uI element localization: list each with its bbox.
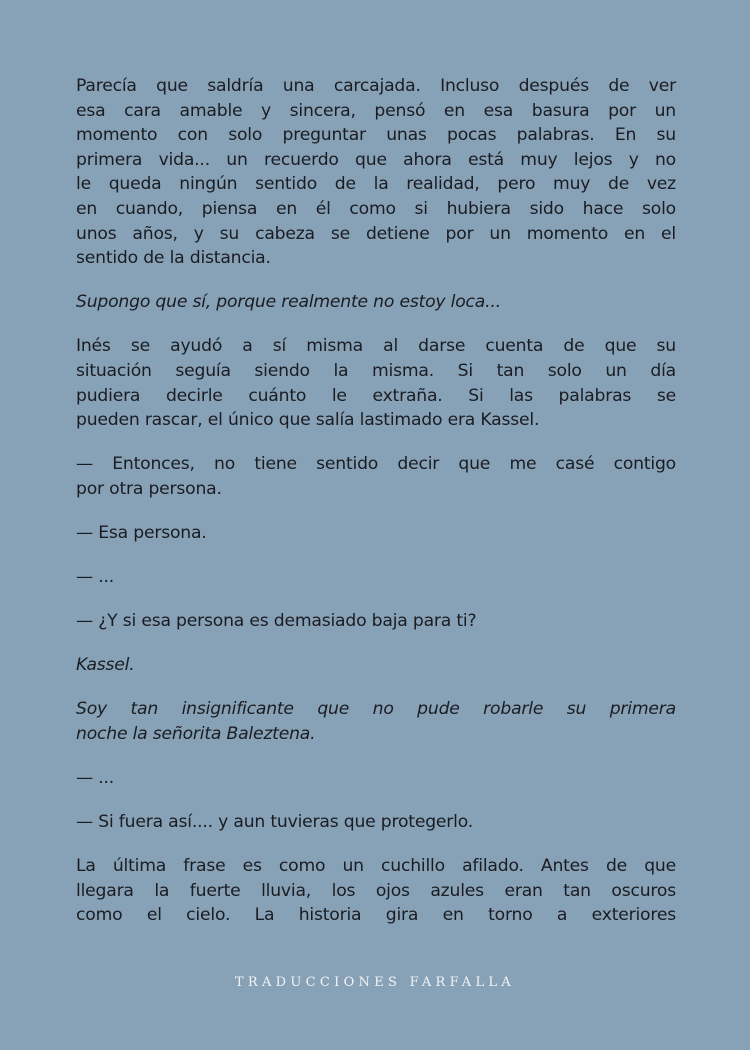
text-line: Soy tan insignificante que no pude robarle su primera <box>76 699 676 720</box>
text-line: — Si fuera así.... y aun tuvieras que protegerlo. <box>76 812 474 833</box>
text-line: La última frase es como un cuchillo afilado. Antes de que <box>76 856 676 877</box>
paragraph <box>76 565 676 590</box>
text-line: llegara la fuerte lluvia, los ojos azules eran tan oscuros <box>76 880 676 901</box>
text-line: Inés se ayudó a sí misma al darse cuenta de que su <box>76 336 676 357</box>
paragraph <box>76 74 676 271</box>
text-line: en cuando, piensa en él como si hubiera sido hace solo <box>76 198 676 219</box>
paragraph <box>76 854 676 928</box>
paragraph <box>76 766 676 791</box>
italic-paragraph <box>76 653 676 678</box>
paragraph <box>76 452 676 501</box>
text-line: — Entonces, no tiene sentido decir que me casé contigo <box>76 454 676 475</box>
page-body <box>76 74 676 947</box>
italic-paragraph <box>76 290 676 315</box>
text-line: — Esa persona. <box>76 522 207 543</box>
text-line: situación seguía siendo la misma. Si tan solo un día <box>76 360 676 381</box>
text-line: noche la señorita Baleztena. <box>76 723 316 744</box>
text-line: momento con solo preguntar unas pocas palabras. En su <box>76 125 676 146</box>
text-line: sentido de la distancia. <box>76 248 271 269</box>
text-line: Kassel. <box>76 655 135 676</box>
text-line: como el cielo. La historia gira en torno a exteriores <box>76 905 676 926</box>
page-footer: TRADUCCIONES FARFALLA <box>234 975 516 990</box>
paragraph <box>76 334 676 432</box>
text-line: unos años, y su cabeza se detiene por un momento en el <box>76 223 676 244</box>
text-line: Parecía que saldría una carcajada. Incluso después de ver <box>76 76 676 96</box>
text-line: pudiera decirle cuánto le extraña. Si las palabras se <box>76 385 676 406</box>
paragraph <box>76 521 676 546</box>
text-line: por otra persona. <box>76 478 222 499</box>
text-line: esa cara amable y sincera, pensó en esa basura por un <box>76 100 676 121</box>
text-line: le queda ningún sentido de la realidad, pero muy de vez <box>76 174 676 195</box>
text-line: pueden rascar, el único que salía lastimado era Kassel. <box>76 410 540 431</box>
text-line: primera vida... un recuerdo que ahora está muy lejos y no <box>76 149 676 170</box>
paragraph <box>76 810 676 835</box>
italic-paragraph <box>76 697 676 746</box>
text-line: — ... <box>76 567 115 587</box>
text-line: — ... <box>76 767 115 788</box>
text-line: — ¿Y si esa persona es demasiado baja para ti? <box>76 611 477 632</box>
paragraph <box>76 609 676 634</box>
text-line: Supongo que sí, porque realmente no estoy loca... <box>76 292 501 313</box>
